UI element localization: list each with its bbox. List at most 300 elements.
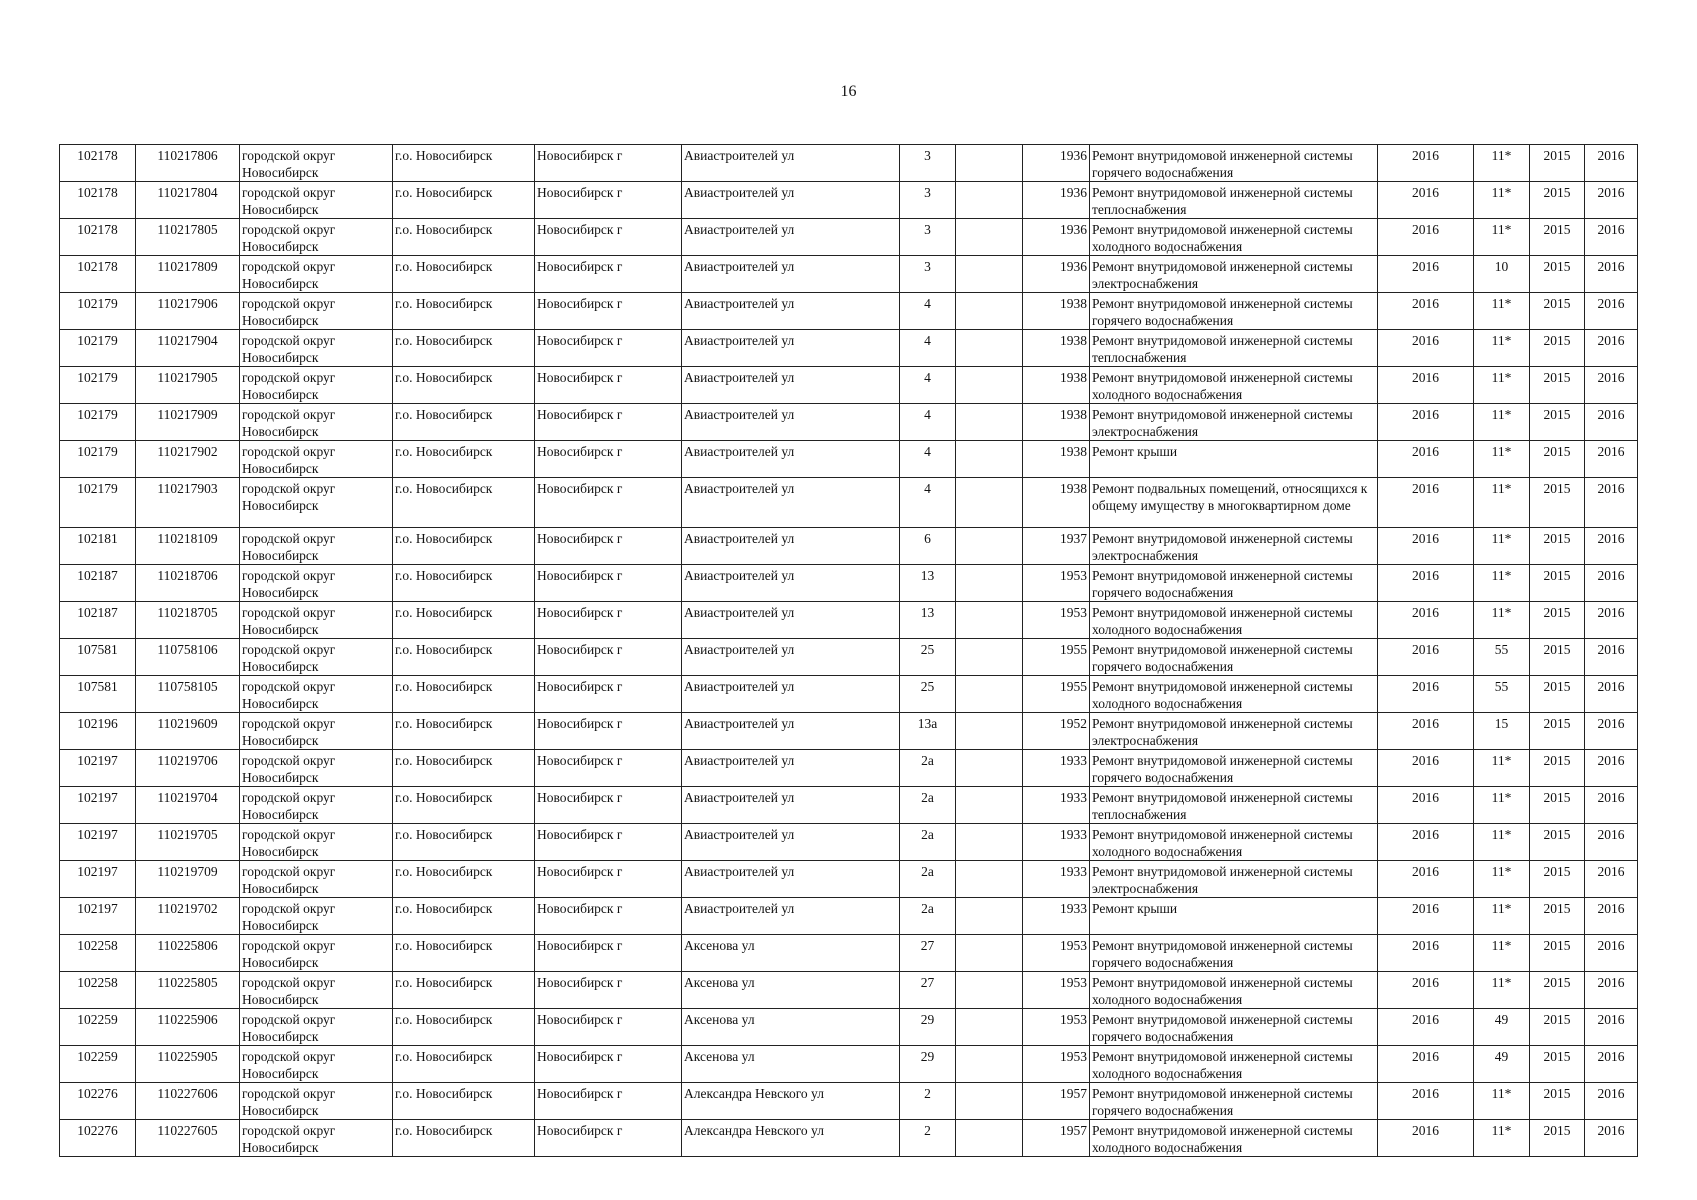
table-row	[60, 182, 1638, 219]
settlement-cell: г.о. Новосибирск	[393, 1083, 535, 1120]
city-cell: Новосибирск г	[535, 639, 682, 676]
table-row	[60, 1046, 1638, 1083]
work-type-cell: Ремонт внутридомовой инженерной системы холодного водоснабжения	[1090, 824, 1378, 861]
municipality-cell: городской округ Новосибирск	[240, 1009, 393, 1046]
work-id-cell: 110217804	[136, 182, 240, 219]
work-id-cell: 110225905	[136, 1046, 240, 1083]
building-cell	[956, 898, 1023, 935]
street-cell: Александра Невского ул	[682, 1083, 900, 1120]
work-type-cell: Ремонт внутридомовой инженерной системы горячего водоснабжения	[1090, 565, 1378, 602]
work-id-cell: 110217806	[136, 145, 240, 182]
plan-year-cell: 2016	[1378, 478, 1474, 528]
construction-year-cell: 1936	[1023, 182, 1090, 219]
street-cell: Авиастроителей ул	[682, 824, 900, 861]
municipality-cell: городской округ Новосибирск	[240, 898, 393, 935]
table-row	[60, 713, 1638, 750]
work-type-cell: Ремонт крыши	[1090, 898, 1378, 935]
work-type-cell: Ремонт внутридомовой инженерной системы теплоснабжения	[1090, 330, 1378, 367]
city-cell: Новосибирск г	[535, 1083, 682, 1120]
plan-year-cell: 2016	[1378, 565, 1474, 602]
work-type-cell: Ремонт внутридомовой инженерной системы электроснабжения	[1090, 861, 1378, 898]
construction-year-cell: 1953	[1023, 972, 1090, 1009]
work-type-cell: Ремонт внутридомовой инженерной системы горячего водоснабжения	[1090, 145, 1378, 182]
work-id-cell: 110217905	[136, 367, 240, 404]
city-cell: Новосибирск г	[535, 330, 682, 367]
work-type-cell: Ремонт внутридомовой инженерной системы холодного водоснабжения	[1090, 972, 1378, 1009]
plan-year-cell: 2016	[1378, 861, 1474, 898]
building-cell	[956, 676, 1023, 713]
construction-year-cell: 1937	[1023, 528, 1090, 565]
municipality-cell: городской округ Новосибирск	[240, 824, 393, 861]
house-id-cell: 102178	[60, 219, 136, 256]
table-row	[60, 293, 1638, 330]
work-type-cell: Ремонт внутридомовой инженерной системы горячего водоснабжения	[1090, 750, 1378, 787]
work-id-cell: 110217909	[136, 404, 240, 441]
settlement-cell: г.о. Новосибирск	[393, 478, 535, 528]
work-id-cell: 110218705	[136, 602, 240, 639]
house-number-cell: 13а	[900, 713, 956, 750]
street-cell: Авиастроителей ул	[682, 367, 900, 404]
house-number-cell: 13	[900, 565, 956, 602]
municipality-cell: городской округ Новосибирск	[240, 972, 393, 1009]
city-cell: Новосибирск г	[535, 824, 682, 861]
settlement-cell: г.о. Новосибирск	[393, 861, 535, 898]
work-id-cell: 110225805	[136, 972, 240, 1009]
start-year-cell: 2015	[1530, 528, 1585, 565]
table-row	[60, 1009, 1638, 1046]
settlement-cell: г.о. Новосибирск	[393, 528, 535, 565]
building-cell	[956, 367, 1023, 404]
street-cell: Авиастроителей ул	[682, 861, 900, 898]
street-cell: Аксенова ул	[682, 1009, 900, 1046]
work-id-cell: 110217805	[136, 219, 240, 256]
work-id-cell: 110758106	[136, 639, 240, 676]
settlement-cell: г.о. Новосибирск	[393, 367, 535, 404]
settlement-cell: г.о. Новосибирск	[393, 1046, 535, 1083]
building-cell	[956, 639, 1023, 676]
work-id-cell: 110217904	[136, 330, 240, 367]
municipality-cell: городской округ Новосибирск	[240, 219, 393, 256]
plan-year-cell: 2016	[1378, 219, 1474, 256]
deterioration-cell: 11*	[1474, 404, 1530, 441]
work-type-cell: Ремонт внутридомовой инженерной системы горячего водоснабжения	[1090, 1009, 1378, 1046]
city-cell: Новосибирск г	[535, 1009, 682, 1046]
work-type-cell: Ремонт внутридомовой инженерной системы электроснабжения	[1090, 404, 1378, 441]
work-type-cell: Ремонт внутридомовой инженерной системы теплоснабжения	[1090, 182, 1378, 219]
end-year-cell: 2016	[1585, 935, 1638, 972]
house-number-cell: 2	[900, 1083, 956, 1120]
municipality-cell: городской округ Новосибирск	[240, 602, 393, 639]
construction-year-cell: 1938	[1023, 404, 1090, 441]
city-cell: Новосибирск г	[535, 367, 682, 404]
end-year-cell: 2016	[1585, 898, 1638, 935]
work-id-cell: 110217903	[136, 478, 240, 528]
work-id-cell: 110219706	[136, 750, 240, 787]
building-cell	[956, 145, 1023, 182]
settlement-cell: г.о. Новосибирск	[393, 404, 535, 441]
end-year-cell: 2016	[1585, 602, 1638, 639]
deterioration-cell: 11*	[1474, 750, 1530, 787]
table-row	[60, 441, 1638, 478]
plan-year-cell: 2016	[1378, 367, 1474, 404]
municipality-cell: городской округ Новосибирск	[240, 1083, 393, 1120]
construction-year-cell: 1953	[1023, 1009, 1090, 1046]
table-row	[60, 861, 1638, 898]
work-type-cell: Ремонт внутридомовой инженерной системы электроснабжения	[1090, 256, 1378, 293]
house-id-cell: 102258	[60, 935, 136, 972]
construction-year-cell: 1953	[1023, 1046, 1090, 1083]
building-cell	[956, 1083, 1023, 1120]
house-number-cell: 4	[900, 478, 956, 528]
construction-year-cell: 1938	[1023, 367, 1090, 404]
table-row	[60, 367, 1638, 404]
construction-year-cell: 1938	[1023, 478, 1090, 528]
plan-year-cell: 2016	[1378, 441, 1474, 478]
construction-year-cell: 1957	[1023, 1120, 1090, 1157]
house-id-cell: 102197	[60, 898, 136, 935]
house-number-cell: 27	[900, 972, 956, 1009]
street-cell: Авиастроителей ул	[682, 182, 900, 219]
settlement-cell: г.о. Новосибирск	[393, 750, 535, 787]
settlement-cell: г.о. Новосибирск	[393, 182, 535, 219]
street-cell: Авиастроителей ул	[682, 441, 900, 478]
end-year-cell: 2016	[1585, 182, 1638, 219]
city-cell: Новосибирск г	[535, 528, 682, 565]
start-year-cell: 2015	[1530, 565, 1585, 602]
work-type-cell: Ремонт крыши	[1090, 441, 1378, 478]
house-id-cell: 102178	[60, 256, 136, 293]
work-type-cell: Ремонт внутридомовой инженерной системы теплоснабжения	[1090, 787, 1378, 824]
deterioration-cell: 11*	[1474, 219, 1530, 256]
house-id-cell: 102259	[60, 1046, 136, 1083]
settlement-cell: г.о. Новосибирск	[393, 972, 535, 1009]
street-cell: Авиастроителей ул	[682, 219, 900, 256]
end-year-cell: 2016	[1585, 1009, 1638, 1046]
house-number-cell: 3	[900, 182, 956, 219]
table-row	[60, 676, 1638, 713]
table-row	[60, 219, 1638, 256]
city-cell: Новосибирск г	[535, 404, 682, 441]
construction-year-cell: 1933	[1023, 750, 1090, 787]
city-cell: Новосибирск г	[535, 602, 682, 639]
work-id-cell: 110218706	[136, 565, 240, 602]
house-id-cell: 102179	[60, 404, 136, 441]
construction-year-cell: 1933	[1023, 787, 1090, 824]
house-id-cell: 102197	[60, 824, 136, 861]
end-year-cell: 2016	[1585, 478, 1638, 528]
work-id-cell: 110218109	[136, 528, 240, 565]
construction-year-cell: 1938	[1023, 330, 1090, 367]
city-cell: Новосибирск г	[535, 713, 682, 750]
house-number-cell: 27	[900, 935, 956, 972]
construction-year-cell: 1933	[1023, 824, 1090, 861]
municipality-cell: городской округ Новосибирск	[240, 565, 393, 602]
house-id-cell: 102197	[60, 861, 136, 898]
work-type-cell: Ремонт внутридомовой инженерной системы электроснабжения	[1090, 713, 1378, 750]
plan-year-cell: 2016	[1378, 972, 1474, 1009]
plan-year-cell: 2016	[1378, 602, 1474, 639]
end-year-cell: 2016	[1585, 787, 1638, 824]
house-number-cell: 4	[900, 330, 956, 367]
house-number-cell: 25	[900, 639, 956, 676]
table-row	[60, 935, 1638, 972]
deterioration-cell: 49	[1474, 1009, 1530, 1046]
settlement-cell: г.о. Новосибирск	[393, 824, 535, 861]
building-cell	[956, 330, 1023, 367]
plan-year-cell: 2016	[1378, 404, 1474, 441]
work-id-cell: 110217906	[136, 293, 240, 330]
house-id-cell: 102196	[60, 713, 136, 750]
start-year-cell: 2015	[1530, 441, 1585, 478]
building-cell	[956, 256, 1023, 293]
building-cell	[956, 713, 1023, 750]
house-number-cell: 2	[900, 1120, 956, 1157]
street-cell: Авиастроителей ул	[682, 145, 900, 182]
street-cell: Авиастроителей ул	[682, 330, 900, 367]
start-year-cell: 2015	[1530, 972, 1585, 1009]
municipality-cell: городской округ Новосибирск	[240, 441, 393, 478]
work-type-cell: Ремонт внутридомовой инженерной системы холодного водоснабжения	[1090, 1120, 1378, 1157]
settlement-cell: г.о. Новосибирск	[393, 639, 535, 676]
construction-year-cell: 1933	[1023, 861, 1090, 898]
start-year-cell: 2015	[1530, 145, 1585, 182]
settlement-cell: г.о. Новосибирск	[393, 293, 535, 330]
end-year-cell: 2016	[1585, 293, 1638, 330]
house-number-cell: 2а	[900, 824, 956, 861]
street-cell: Аксенова ул	[682, 972, 900, 1009]
building-cell	[956, 602, 1023, 639]
plan-year-cell: 2016	[1378, 1046, 1474, 1083]
start-year-cell: 2015	[1530, 750, 1585, 787]
deterioration-cell: 15	[1474, 713, 1530, 750]
house-number-cell: 3	[900, 219, 956, 256]
house-id-cell: 107581	[60, 676, 136, 713]
end-year-cell: 2016	[1585, 1046, 1638, 1083]
city-cell: Новосибирск г	[535, 750, 682, 787]
street-cell: Авиастроителей ул	[682, 898, 900, 935]
work-id-cell: 110758105	[136, 676, 240, 713]
work-type-cell: Ремонт внутридомовой инженерной системы холодного водоснабжения	[1090, 676, 1378, 713]
work-type-cell: Ремонт внутридомовой инженерной системы холодного водоснабжения	[1090, 1046, 1378, 1083]
settlement-cell: г.о. Новосибирск	[393, 676, 535, 713]
start-year-cell: 2015	[1530, 1009, 1585, 1046]
end-year-cell: 2016	[1585, 639, 1638, 676]
end-year-cell: 2016	[1585, 1083, 1638, 1120]
city-cell: Новосибирск г	[535, 787, 682, 824]
start-year-cell: 2015	[1530, 1120, 1585, 1157]
end-year-cell: 2016	[1585, 256, 1638, 293]
deterioration-cell: 11*	[1474, 478, 1530, 528]
deterioration-cell: 55	[1474, 639, 1530, 676]
table-row	[60, 639, 1638, 676]
settlement-cell: г.о. Новосибирск	[393, 441, 535, 478]
settlement-cell: г.о. Новосибирск	[393, 256, 535, 293]
table-row	[60, 750, 1638, 787]
settlement-cell: г.о. Новосибирск	[393, 1009, 535, 1046]
table-row	[60, 1120, 1638, 1157]
table-row	[60, 145, 1638, 182]
start-year-cell: 2015	[1530, 182, 1585, 219]
building-cell	[956, 182, 1023, 219]
construction-year-cell: 1953	[1023, 935, 1090, 972]
plan-year-cell: 2016	[1378, 935, 1474, 972]
deterioration-cell: 11*	[1474, 1083, 1530, 1120]
city-cell: Новосибирск г	[535, 898, 682, 935]
deterioration-cell: 11*	[1474, 824, 1530, 861]
table-row	[60, 565, 1638, 602]
work-id-cell: 110219609	[136, 713, 240, 750]
table-row	[60, 824, 1638, 861]
work-id-cell: 110219709	[136, 861, 240, 898]
start-year-cell: 2015	[1530, 713, 1585, 750]
settlement-cell: г.о. Новосибирск	[393, 602, 535, 639]
start-year-cell: 2015	[1530, 639, 1585, 676]
house-id-cell: 102187	[60, 565, 136, 602]
house-id-cell: 102179	[60, 441, 136, 478]
start-year-cell: 2015	[1530, 787, 1585, 824]
settlement-cell: г.о. Новосибирск	[393, 713, 535, 750]
street-cell: Александра Невского ул	[682, 1120, 900, 1157]
table-row	[60, 898, 1638, 935]
settlement-cell: г.о. Новосибирск	[393, 145, 535, 182]
start-year-cell: 2015	[1530, 861, 1585, 898]
city-cell: Новосибирск г	[535, 478, 682, 528]
building-cell	[956, 219, 1023, 256]
work-type-cell: Ремонт внутридомовой инженерной системы холодного водоснабжения	[1090, 367, 1378, 404]
settlement-cell: г.о. Новосибирск	[393, 935, 535, 972]
table-row	[60, 1083, 1638, 1120]
work-type-cell: Ремонт внутридомовой инженерной системы электроснабжения	[1090, 528, 1378, 565]
municipality-cell: городской округ Новосибирск	[240, 861, 393, 898]
street-cell: Авиастроителей ул	[682, 565, 900, 602]
house-id-cell: 107581	[60, 639, 136, 676]
settlement-cell: г.о. Новосибирск	[393, 219, 535, 256]
construction-year-cell: 1938	[1023, 293, 1090, 330]
construction-year-cell: 1957	[1023, 1083, 1090, 1120]
table-row	[60, 478, 1638, 528]
street-cell: Авиастроителей ул	[682, 787, 900, 824]
deterioration-cell: 11*	[1474, 1120, 1530, 1157]
house-number-cell: 29	[900, 1009, 956, 1046]
street-cell: Аксенова ул	[682, 1046, 900, 1083]
end-year-cell: 2016	[1585, 404, 1638, 441]
construction-year-cell: 1936	[1023, 145, 1090, 182]
deterioration-cell: 11*	[1474, 861, 1530, 898]
building-cell	[956, 1120, 1023, 1157]
street-cell: Авиастроителей ул	[682, 404, 900, 441]
house-number-cell: 25	[900, 676, 956, 713]
municipality-cell: городской округ Новосибирск	[240, 528, 393, 565]
building-cell	[956, 972, 1023, 1009]
settlement-cell: г.о. Новосибирск	[393, 565, 535, 602]
start-year-cell: 2015	[1530, 404, 1585, 441]
building-cell	[956, 1009, 1023, 1046]
end-year-cell: 2016	[1585, 441, 1638, 478]
municipality-cell: городской округ Новосибирск	[240, 404, 393, 441]
end-year-cell: 2016	[1585, 972, 1638, 1009]
work-id-cell: 110217902	[136, 441, 240, 478]
house-number-cell: 4	[900, 293, 956, 330]
work-id-cell: 110227605	[136, 1120, 240, 1157]
house-id-cell: 102181	[60, 528, 136, 565]
municipality-cell: городской округ Новосибирск	[240, 293, 393, 330]
city-cell: Новосибирск г	[535, 256, 682, 293]
construction-year-cell: 1955	[1023, 639, 1090, 676]
work-type-cell: Ремонт внутридомовой инженерной системы холодного водоснабжения	[1090, 602, 1378, 639]
end-year-cell: 2016	[1585, 1120, 1638, 1157]
building-cell	[956, 1046, 1023, 1083]
construction-year-cell: 1936	[1023, 219, 1090, 256]
deterioration-cell: 11*	[1474, 182, 1530, 219]
work-id-cell: 110227606	[136, 1083, 240, 1120]
work-type-cell: Ремонт внутридомовой инженерной системы горячего водоснабжения	[1090, 639, 1378, 676]
deterioration-cell: 49	[1474, 1046, 1530, 1083]
start-year-cell: 2015	[1530, 219, 1585, 256]
end-year-cell: 2016	[1585, 219, 1638, 256]
plan-year-cell: 2016	[1378, 145, 1474, 182]
municipality-cell: городской округ Новосибирск	[240, 676, 393, 713]
end-year-cell: 2016	[1585, 330, 1638, 367]
end-year-cell: 2016	[1585, 713, 1638, 750]
house-id-cell: 102259	[60, 1009, 136, 1046]
house-number-cell: 13	[900, 602, 956, 639]
building-cell	[956, 750, 1023, 787]
city-cell: Новосибирск г	[535, 1120, 682, 1157]
deterioration-cell: 11*	[1474, 787, 1530, 824]
municipality-cell: городской округ Новосибирск	[240, 330, 393, 367]
house-id-cell: 102197	[60, 787, 136, 824]
street-cell: Авиастроителей ул	[682, 676, 900, 713]
work-type-cell: Ремонт подвальных помещений, относящихся к общему имуществу в многоквартирном доме	[1090, 478, 1378, 528]
municipality-cell: городской округ Новосибирск	[240, 639, 393, 676]
deterioration-cell: 11*	[1474, 145, 1530, 182]
building-cell	[956, 935, 1023, 972]
municipality-cell: городской округ Новосибирск	[240, 1046, 393, 1083]
start-year-cell: 2015	[1530, 898, 1585, 935]
house-id-cell: 102276	[60, 1083, 136, 1120]
deterioration-cell: 11*	[1474, 602, 1530, 639]
deterioration-cell: 11*	[1474, 565, 1530, 602]
house-id-cell: 102197	[60, 750, 136, 787]
house-id-cell: 102258	[60, 972, 136, 1009]
building-cell	[956, 565, 1023, 602]
capital-repair-table	[59, 144, 1638, 1157]
plan-year-cell: 2016	[1378, 750, 1474, 787]
start-year-cell: 2015	[1530, 1083, 1585, 1120]
work-type-cell: Ремонт внутридомовой инженерной системы горячего водоснабжения	[1090, 935, 1378, 972]
building-cell	[956, 787, 1023, 824]
house-number-cell: 6	[900, 528, 956, 565]
table-row	[60, 330, 1638, 367]
plan-year-cell: 2016	[1378, 787, 1474, 824]
building-cell	[956, 824, 1023, 861]
street-cell: Авиастроителей ул	[682, 293, 900, 330]
city-cell: Новосибирск г	[535, 293, 682, 330]
end-year-cell: 2016	[1585, 367, 1638, 404]
construction-year-cell: 1952	[1023, 713, 1090, 750]
table-row	[60, 528, 1638, 565]
building-cell	[956, 441, 1023, 478]
table-row	[60, 256, 1638, 293]
street-cell: Авиастроителей ул	[682, 256, 900, 293]
table-body	[60, 145, 1638, 1157]
street-cell: Авиастроителей ул	[682, 478, 900, 528]
city-cell: Новосибирск г	[535, 219, 682, 256]
plan-year-cell: 2016	[1378, 1009, 1474, 1046]
construction-year-cell: 1938	[1023, 441, 1090, 478]
building-cell	[956, 861, 1023, 898]
work-id-cell: 110219702	[136, 898, 240, 935]
